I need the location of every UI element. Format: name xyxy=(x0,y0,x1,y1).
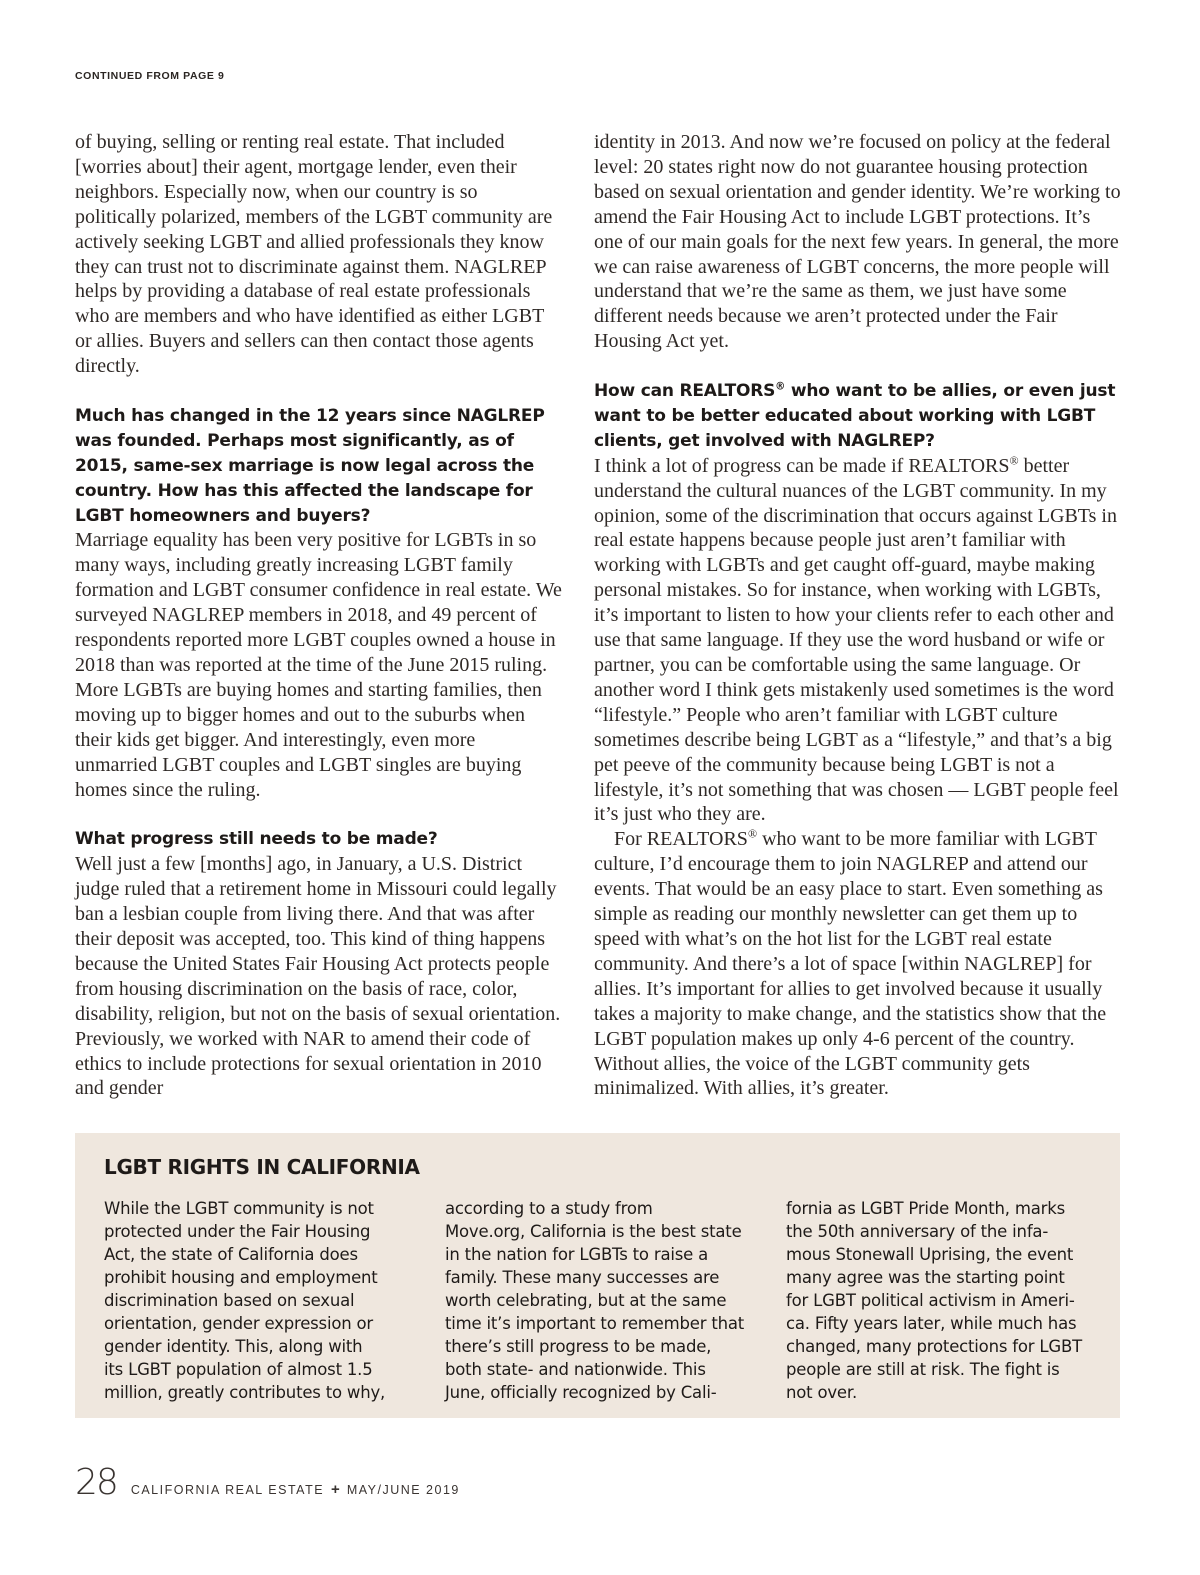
body-paragraph: of buying, selling or renting real estate. That included [worries about] their agent, mortgage lender, even their neighbors. Especially now, when our country is so politically polarized, members of the LGBT community are actively seeking LGBT and allied professionals they know they can trust not to discriminate against them. NAGLREP helps by providing a database of real estate professionals who are members and who have identified as either LGBT or allies. Buyers and sellers can then contact those agents directly. xyxy=(75,131,553,378)
sidebar-column-3 xyxy=(786,1197,1086,1404)
sidebar-line: the 50th anniversary of the infa- xyxy=(786,1222,1049,1241)
body-paragraph: Well just a few [months] ago, in January, a U.S. District judge ruled that a retirement home in Missouri could legally ban a lesbian couple from living there. And that was after their deposit was accepted, too. This kind of thing happens because the United States Fair Housing Act protects people from housing discrimination on the basis of race, color, disability, religion, but not on the basis of sexual orientation. Previously, we worked with NAR to amend their code of ethics to include protections for sexual orientation in 2010 and gender xyxy=(75,853,561,1100)
interview-question: What progress still needs to be made? xyxy=(75,829,438,850)
sidebar-column-1 xyxy=(104,1197,404,1404)
interview-question: Much has changed in the 12 years since NAGLREP was founded. Perhaps most significantly, as of 2015, same-sex marriage is now legal across the country. How has this affected the landscape for LGBT homeowners and buyers? xyxy=(75,405,545,526)
left-column xyxy=(75,130,562,1101)
sidebar-line: according to a study from xyxy=(445,1199,653,1218)
paragraph-text: better understand the cultural nuances of the LGBT community. In my opinion, some of the discrimination that occurs against LGBTs in real estate happens because people just aren’t familiar with working with LGBTs and get caught off-guard, maybe making personal mistakes. So for instance, when working with LGBTs, it’s important to listen to how your clients refer to each other and use that same language. If they use the word husband or wife or partner, you can be comfortable using the same language. Or another word I think gets mistakenly used sometimes is the word “lifestyle.” People who aren’t familiar with LGBT culture sometimes describe being LGBT as a “lifestyle,” and that’s a big pet peeve of the community because being LGBT is not a lifestyle, it’s not something that was chosen — LGBT people feel it’s just who they are. xyxy=(594,454,1119,826)
right-column xyxy=(594,130,1124,1101)
question-text: How can REALTORS xyxy=(594,381,776,402)
page-number: 28 xyxy=(75,1462,117,1503)
sidebar-line: many agree was the starting point xyxy=(786,1268,1065,1287)
sidebar-line: June, officially recognized by Cali- xyxy=(445,1383,717,1402)
sidebar-line: prohibit housing and employment xyxy=(104,1268,378,1287)
sidebar-line: people are still at risk. The fight is xyxy=(786,1360,1060,1379)
sidebar-line: discrimination based on sexual xyxy=(104,1291,355,1310)
sidebar-line: changed, many protections for LGBT xyxy=(786,1337,1082,1356)
registered-mark: ® xyxy=(775,381,786,393)
sidebar-line: orientation, gender expression or xyxy=(104,1314,374,1333)
sidebar-line: fornia as LGBT Pride Month, marks xyxy=(786,1199,1065,1218)
sidebar-line: both state- and nationwide. This xyxy=(445,1360,706,1379)
plus-separator: + xyxy=(331,1481,340,1498)
sidebar-line: million, greatly contributes to why, xyxy=(104,1383,386,1402)
sidebar-line: worth celebrating, but at the same xyxy=(445,1291,727,1310)
body-paragraph xyxy=(594,454,1124,828)
sidebar-column-2 xyxy=(445,1197,745,1404)
sidebar-line: ca. Fifty years later, while much has xyxy=(786,1314,1077,1333)
body-paragraph: Marriage equality has been very positive for LGBTs in so many ways, including greatly increasing LGBT family formation and LGBT consumer confidence in real estate. We surveyed NAGLREP members in 2018, and 49 percent of respondents reported more LGBT couples owned a house in 2018 than was reported at the time of the June 2015 ruling. More LGBTs are buying homes and starting families, then moving up to bigger homes and out to the suburbs when their kids get bigger. And interestingly, even more unmarried LGBT couples and LGBT singles are buying homes since the ruling. xyxy=(75,529,562,801)
sidebar-line: protected under the Fair Housing xyxy=(104,1222,371,1241)
sidebar-line: there’s still progress to be made, xyxy=(445,1337,712,1356)
issue-date: MAY/JUNE 2019 xyxy=(346,1483,460,1497)
sidebar-line: mous Stonewall Uprising, the event xyxy=(786,1245,1074,1264)
paragraph-text: I think a lot of progress can be made if REALTORS xyxy=(594,454,1010,477)
question-text: who want to be allies, or even just want to be better educated about working with LGBT clients, get involved with NAGLREP? xyxy=(594,381,1116,451)
magazine-title: CALIFORNIA REAL ESTATE xyxy=(130,1483,325,1497)
registered-mark: ® xyxy=(1009,453,1019,468)
interview-question xyxy=(594,379,1124,454)
sidebar-line: its LGBT population of almost 1.5 xyxy=(104,1360,373,1379)
registered-mark: ® xyxy=(747,826,758,841)
sidebar-line: not over. xyxy=(786,1383,857,1402)
page-footer xyxy=(75,1462,460,1503)
sidebar-line: in the nation for LGBTs to raise a xyxy=(445,1245,709,1264)
sidebar-line: family. These many successes are xyxy=(445,1268,720,1287)
sidebar-line: Act, the state of California does xyxy=(104,1245,358,1264)
paragraph-text: For REALTORS xyxy=(614,828,748,851)
sidebar-line: time it’s important to remember that xyxy=(445,1314,745,1333)
sidebar-title: LGBT RIGHTS IN CALIFORNIA xyxy=(104,1155,420,1179)
sidebar-line: for LGBT political activism in Ameri- xyxy=(786,1291,1075,1310)
continued-label: CONTINUED FROM PAGE 9 xyxy=(75,70,225,82)
sidebar-box xyxy=(75,1133,1120,1418)
sidebar-line: Move.org, California is the best state xyxy=(445,1222,742,1241)
body-paragraph: identity in 2013. And now we’re focused on policy at the federal level: 20 states right now do not guarantee housing protection based on sexual orientation and gender identity. We’re working to amend the Fair Housing Act to include LGBT protections. It’s one of our main goals for the next few years. In general, the more we can raise awareness of LGBT concerns, the more people will understand that we’re the same as them, we just have some different needs because we aren’t protected under the Fair Housing Act yet. xyxy=(594,131,1121,353)
body-paragraph xyxy=(594,827,1124,1101)
sidebar-line: While the LGBT community is not xyxy=(104,1199,374,1218)
paragraph-text: who want to be more familiar with LGBT culture, I’d encourage them to join NAGLREP and attend our events. That would be an easy place to start. Even something as simple as reading our monthly newsletter can get them up to speed with what’s on the hot list for the LGBT real estate community. And there’s a lot of space [within NAGLREP] for allies. It’s important for allies to get involved because it usually takes a majority to make change, and the statistics show that the LGBT population makes up only 4-6 percent of the country. Without allies, the voice of the LGBT community gets minimalized. With allies, it’s greater. xyxy=(594,828,1107,1100)
sidebar-line: gender identity. This, along with xyxy=(104,1337,363,1356)
